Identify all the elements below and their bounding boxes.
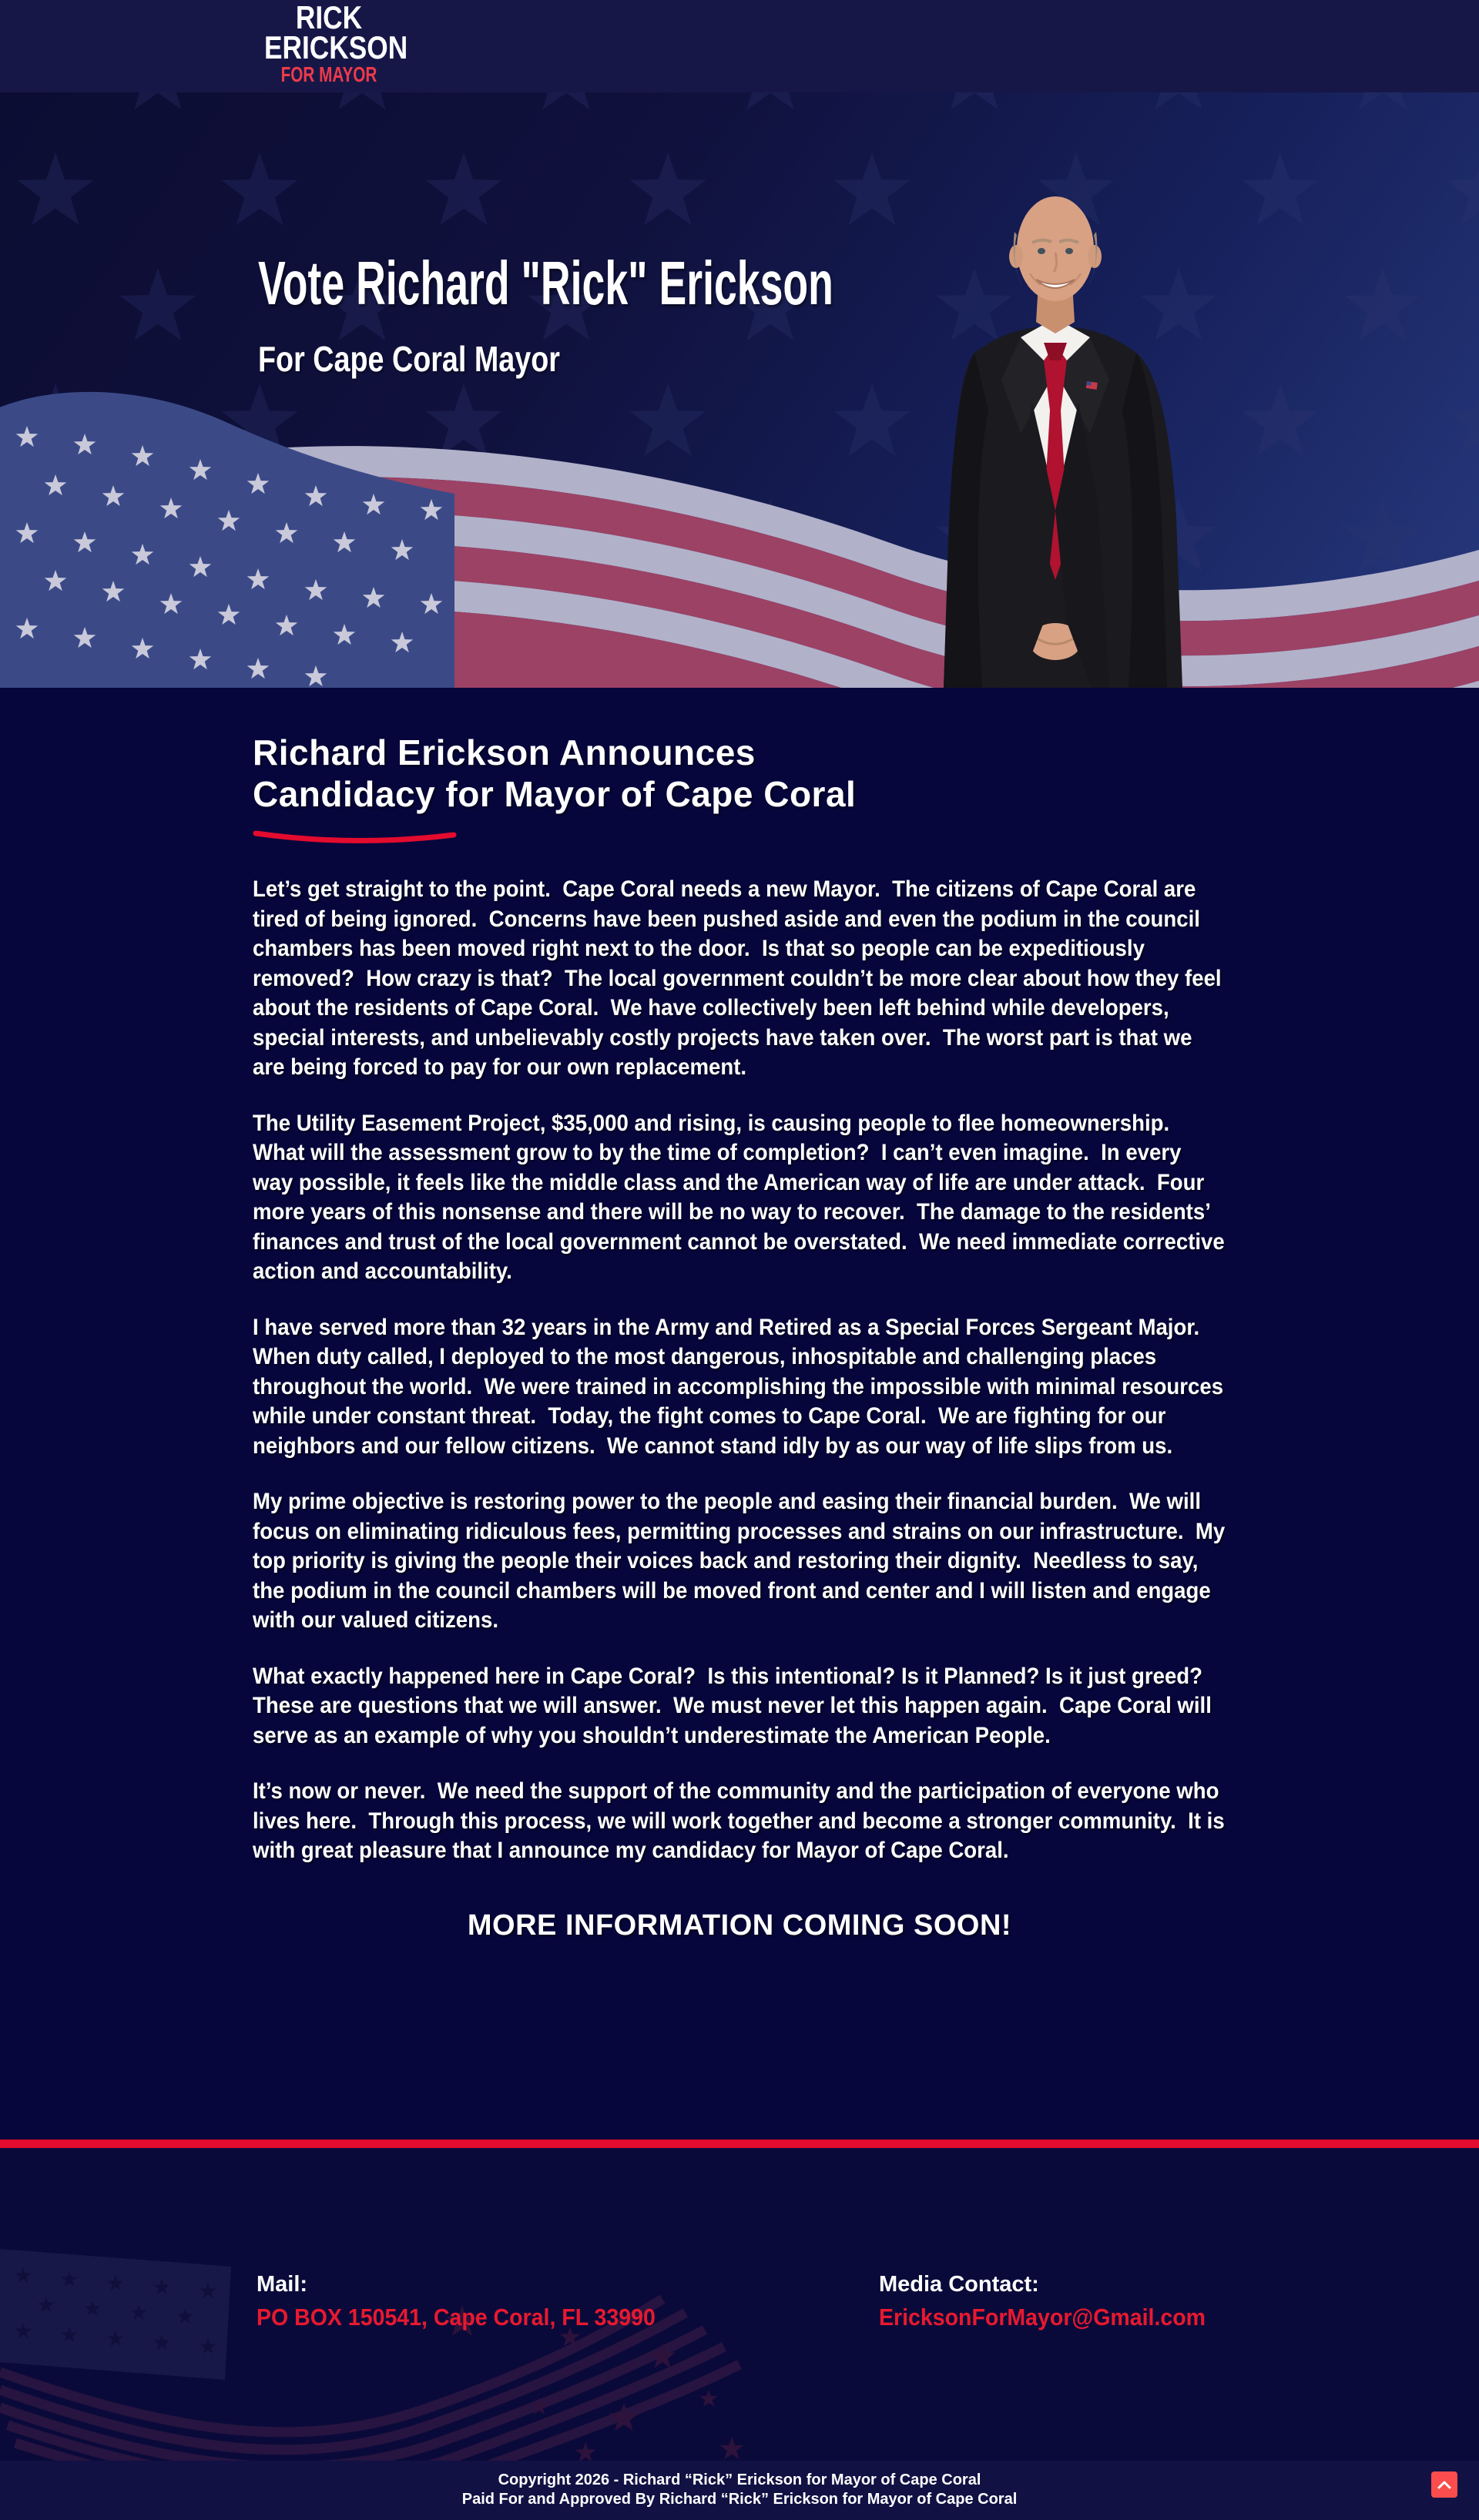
hero-text-block <box>258 250 1117 380</box>
hero-title: Vote Richard "Rick" Erickson <box>258 249 833 317</box>
scroll-to-top-button[interactable] <box>1431 2471 1457 2498</box>
flag-canton <box>0 392 454 688</box>
flag-watermark-graphic <box>0 2222 770 2461</box>
copyright-line2: Paid For and Approved By Richard “Rick” Erickson for Mayor of Cape Coral <box>461 2491 1018 2508</box>
article-paragraph: It’s now or never. We need the support of the community and the participation of everyone who lives here. Through this process, we will work together and become a stronger community. It is with great pleasure that I announce my candidacy for Mayor of Cape Coral. <box>253 1778 1231 1863</box>
media-contact-email[interactable]: EricksonForMayor@Gmail.com <box>879 2304 1206 2331</box>
media-contact-label: Media Contact: <box>879 2272 1039 2297</box>
red-underline-swoosh <box>253 826 457 849</box>
site-footer <box>0 2148 1479 2461</box>
mail-address: PO BOX 150541, Cape Coral, FL 33990 <box>257 2304 656 2331</box>
coming-soon-text: MORE INFORMATION COMING SOON! <box>467 1908 1012 1942</box>
chevron-up-icon <box>1437 2480 1451 2489</box>
article-heading-line1: Richard Erickson Announces <box>253 732 756 772</box>
article-heading <box>253 732 1226 815</box>
article-section <box>0 688 1479 2140</box>
article-paragraph: My prime objective is restoring power to the people and easing their financial burden. We will focus on eliminating ridiculous fees, permitting processes and strains on our infrastructure. My top priority is giving the people their voices back and restoring their dignity. Needless to say, the podium in the council chambers will be moved front and center and I will listen and engage with our valued citizens. <box>253 1489 1231 1633</box>
hero-subtitle: For Cape Coral Mayor <box>258 339 560 379</box>
hero-section <box>0 92 1479 688</box>
site-header <box>0 0 1479 92</box>
article-heading-line2: Candidacy for Mayor of Cape Coral <box>253 774 857 814</box>
logo-line-for-mayor: FOR MAYOR <box>280 62 377 86</box>
footer-media-block <box>879 2271 1234 2331</box>
campaign-logo[interactable] <box>252 0 408 86</box>
american-flag-graphic <box>0 380 1479 688</box>
article-paragraph: What exactly happened here in Cape Coral? Is this intentional? Is it Planned? Is it just greed? These are questions that we will answer. We must never let this happen again. Cape Coral will serve as an example of why you shouldn’t underestimate the American People. <box>253 1663 1218 1748</box>
copyright-bar <box>0 2461 1479 2520</box>
article-paragraph: I have served more than 32 years in the Army and Retired as a Special Forces Sergeant Major. When duty called, I deployed to the most dangerous, inhospitable and challenging places throughout the world. We were trained in accomplishing the impossible with minimal resources while under constant threat. Today, the fight comes to Cape Coral. We are fighting for our neighbors and our fellow citizens. We cannot stand idly by as our way of life slips from us. <box>253 1314 1229 1459</box>
footer-mail-block <box>257 2271 690 2331</box>
copyright-line1: Copyright 2026 - Richard “Rick” Erickson for Mayor of Cape Coral <box>498 2471 981 2488</box>
article-paragraph: The Utility Easement Project, $35,000 and rising, is causing people to flee homeownership. What will the assessment grow to by the time of completion? I can’t even imagine. In every way possible, it feels like the middle class and the American way of life are under attack. Four more years of this nonsense and there will be no way to recover. The damage to the residents’ finances and trust of the local government cannot be overstated. We need immediate corrective action and accountability. <box>253 1110 1231 1284</box>
logo-line-erickson: ERICKSON <box>264 29 408 65</box>
mail-label: Mail: <box>257 2272 308 2297</box>
logo-line-rick: RICK <box>295 0 363 35</box>
article-paragraph: Let’s get straight to the point. Cape Coral needs a new Mayor. The citizens of Cape Coral are tired of being ignored. Concerns have been pushed aside and even the podium in the council chambers has been moved right next to the door. Is that so people can be expeditiously removed? How crazy is that? The local government couldn’t be more clear about how they feel about the residents of Cape Coral. We have collectively been left behind while developers, special interests, and unbelievably costly projects have taken over. The worst part is that we are being forced to pay for our own replacement. <box>253 876 1228 1080</box>
red-divider <box>0 2140 1479 2148</box>
